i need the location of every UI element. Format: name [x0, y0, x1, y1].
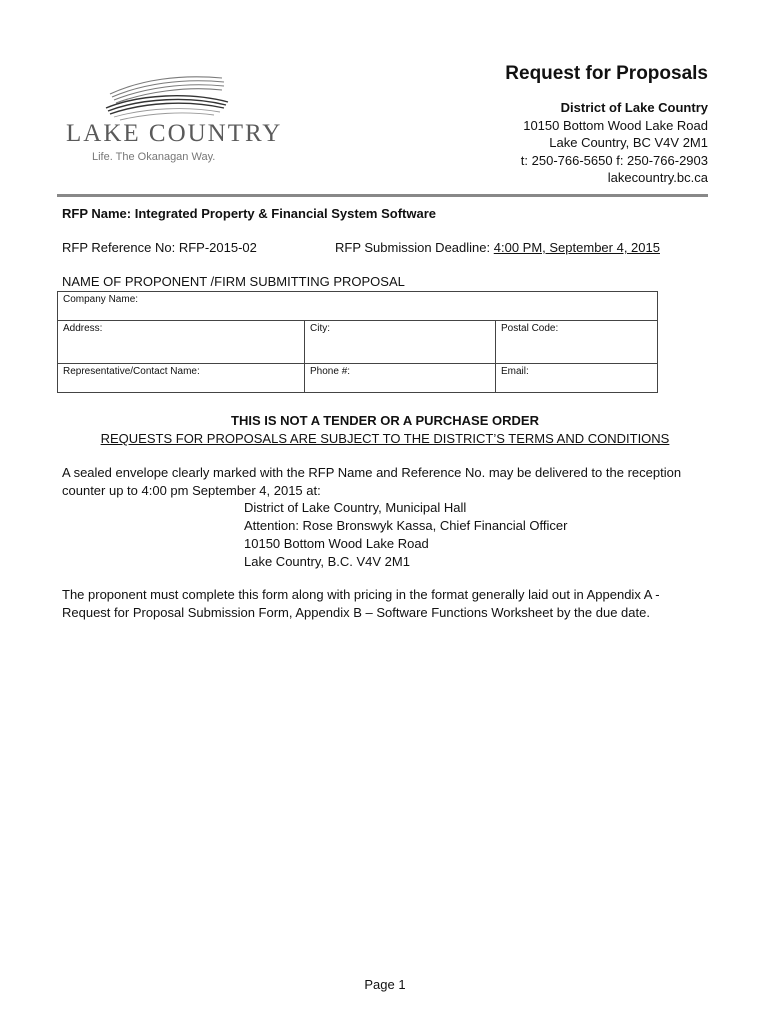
organization-address: [521, 99, 708, 187]
representative-label: Representative/Contact Name:: [63, 366, 200, 377]
lake-country-logo-mark: [100, 72, 230, 122]
city-label: City:: [310, 323, 330, 334]
rfp-name-line: [62, 206, 436, 221]
rfp-reference-value: RFP-2015-02: [178, 240, 257, 255]
org-website[interactable]: lakecountry.bc.ca: [607, 170, 708, 186]
address-field[interactable]: [58, 321, 305, 364]
email-field[interactable]: [496, 364, 658, 393]
rfp-deadline-value: 4:00 PM, September 4, 2015: [493, 240, 660, 255]
delivery-address-line-4: Lake Country, B.C. V4V 2M1: [244, 554, 410, 569]
notice-line-1: THIS IS NOT A TENDER OR A PURCHASE ORDER: [231, 413, 539, 428]
city-field[interactable]: [305, 321, 496, 364]
email-label: Email:: [501, 366, 529, 377]
delivery-address-line-2: Attention: Rose Bronswyk Kassa, Chief Financial Officer: [244, 518, 568, 533]
proponent-section-title: NAME OF PROPONENT /FIRM SUBMITTING PROPOSAL: [62, 274, 405, 289]
instructions-paragraph: The proponent must complete this form along with pricing in the format generally laid out in Appendix A - Request for Proposal Submission Form, Appendix B – Software Functions Worksheet by the due date.: [62, 587, 660, 620]
phone-label: Phone #:: [310, 366, 351, 377]
delivery-address-line-3: 10150 Bottom Wood Lake Road: [244, 536, 429, 551]
org-city-line: Lake Country, BC V4V 2M1: [549, 135, 708, 151]
postal-code-label: Postal Code:: [501, 323, 559, 334]
phone-field[interactable]: [305, 364, 496, 393]
header-divider: [57, 194, 708, 197]
rfp-name-value: Integrated Property & Financial System Software: [134, 206, 436, 221]
logo-name: LAKE COUNTRY: [66, 120, 283, 147]
rfp-deadline-label: RFP Submission Deadline:: [335, 240, 491, 255]
proponent-form-table: [57, 291, 658, 393]
rfp-reference-line: [62, 240, 257, 255]
company-name-field[interactable]: [58, 292, 658, 321]
company-name-label: Company Name:: [63, 294, 139, 305]
representative-field[interactable]: [58, 364, 305, 393]
rfp-name-label: RFP Name:: [62, 206, 132, 221]
org-name: District of Lake Country: [560, 100, 708, 115]
logo-tagline: Life. The Okanagan Way.: [92, 151, 216, 163]
delivery-paragraph: A sealed envelope clearly marked with the RFP Name and Reference No. may be delivered to the reception counter up to 4:00 pm September 4, 2015 at:: [62, 465, 682, 498]
delivery-address: [244, 499, 567, 571]
page-number: Page 1: [364, 977, 406, 992]
notice-line-2: REQUESTS FOR PROPOSALS ARE SUBJECT TO THE DISTRICT’S TERMS AND CONDITIONS: [100, 431, 670, 446]
org-street: 10150 Bottom Wood Lake Road: [523, 117, 708, 133]
rfp-deadline-line: [335, 240, 660, 255]
org-phone-fax: t: 250-766-5650 f: 250-766-2903: [520, 152, 708, 168]
address-label: Address:: [63, 323, 103, 334]
document-title: Request for Proposals: [505, 63, 708, 84]
rfp-reference-label: RFP Reference No:: [62, 240, 176, 255]
delivery-address-line-1: District of Lake Country, Municipal Hall: [244, 500, 467, 515]
postal-code-field[interactable]: [496, 321, 658, 364]
